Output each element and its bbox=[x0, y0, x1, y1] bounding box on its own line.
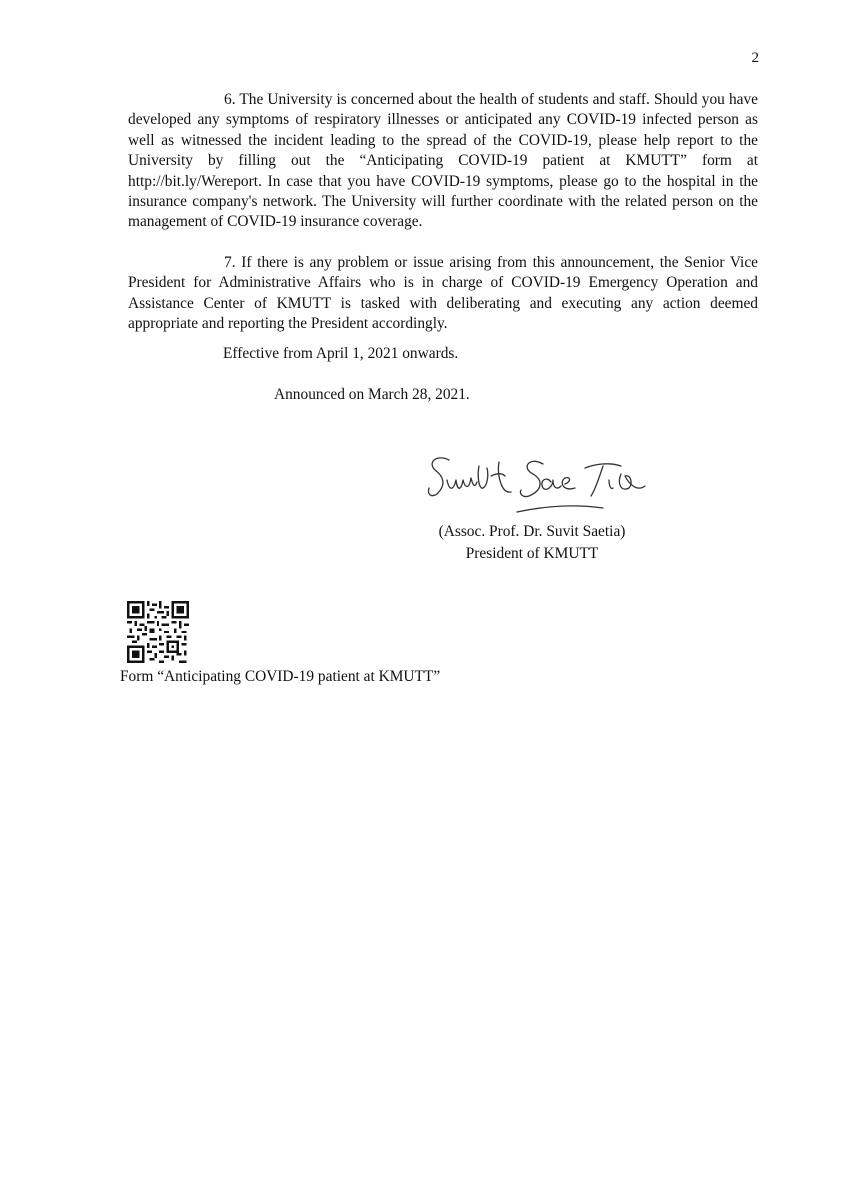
paragraph-6: 6. The University is concerned about the health of students and staff. Should you have developed any symptoms of respiratory illnesses or anticipated any COVID-19 infected person as well as witnessed the incident leading to the spread of the COVID-19, please help report to the University by filling out the “Anticipating COVID-19 patient at KMUTT” form at http://bit.ly/Wereport. In case that you have COVID-19 symptoms, please go to the hospital in the insurance company's network. The University will further coordinate with the related person on the management of COVID-19 insurance coverage. bbox=[128, 91, 758, 231]
signatory-name: (Assoc. Prof. Dr. Suvit Saetia) bbox=[438, 523, 626, 540]
handwritten-signature bbox=[425, 446, 650, 522]
signatory-title: President of KMUTT bbox=[465, 545, 599, 562]
announced-date: Announced on March 28, 2021. bbox=[274, 386, 470, 403]
qr-code-icon[interactable] bbox=[127, 601, 189, 663]
qr-caption: Form “Anticipating COVID-19 patient at KMUTT” bbox=[120, 668, 441, 685]
page-number: 2 bbox=[751, 50, 759, 66]
effective-date: Effective from April 1, 2021 onwards. bbox=[223, 345, 459, 362]
paragraph-7: 7. If there is any problem or issue arising from this announcement, the Senior Vice President for Administrative Affairs who is in charge of COVID-19 Emergency Operation and Assistance Center of KMUTT is tasked with deliberating and executing any action deemed appropriate and reporting the President accordingly. bbox=[128, 254, 758, 333]
